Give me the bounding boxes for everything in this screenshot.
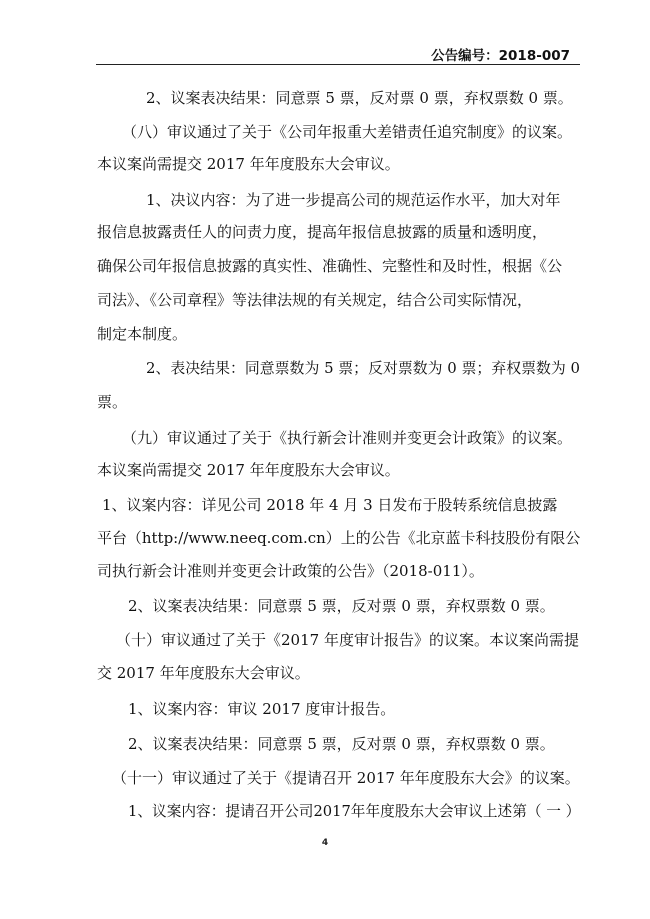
text-line: 1、议案内容：审议 2017 度审计报告。 bbox=[128, 700, 396, 718]
text-line: 本议案尚需提交 2017 年年度股东大会审议。 bbox=[97, 461, 400, 479]
header-rule bbox=[96, 64, 580, 65]
text-line: 司法》、《公司章程》等法律法规的有关规定，结合公司实际情况， bbox=[97, 291, 533, 309]
text-line: 本议案尚需提交 2017 年年度股东大会审议。 bbox=[97, 155, 400, 173]
text-line: 确保公司年报信息披露的真实性、准确性、完整性和及时性，根据《公 bbox=[97, 257, 563, 275]
text-line: 1、决议内容：为了进一步提高公司的规范运作水平，加大对年 bbox=[146, 191, 561, 209]
text-line: 1、议案内容：详见公司 2018 年 4 月 3 日发布于股转系统信息披露 bbox=[102, 496, 558, 514]
text-line: 2、议案表决结果：同意票 5 票，反对票 0 票，弃权票数 0 票。 bbox=[146, 89, 573, 107]
text-line: 2、议案表决结果：同意票 5 票，反对票 0 票，弃权票数 0 票。 bbox=[128, 735, 555, 753]
section-heading: （九）审议通过了关于《执行新会计准则并变更会计政策》的议案。 bbox=[122, 429, 573, 447]
text-line: 报信息披露责任人的问责力度，提高年报信息披露的质量和透明度， bbox=[97, 223, 548, 241]
text-line: 司执行新会计准则并变更会计政策的公告》（2018-011）。 bbox=[97, 562, 484, 580]
page-number: 4 bbox=[321, 838, 329, 848]
section-heading: （八）审议通过了关于《公司年报重大差错责任追究制度》的议案。 bbox=[122, 123, 573, 141]
section-heading: （十）审议通过了关于《2017 年度审计报告》的议案。本议案尚需提 bbox=[116, 631, 579, 649]
text-line: 票。 bbox=[97, 393, 128, 411]
section-heading: （十一）审议通过了关于《提请召开 2017 年年度股东大会》的议案。 bbox=[112, 769, 580, 787]
text-line: 平台（http://www.neeq.com.cn）上的公告《北京蓝卡科技股份有限公 bbox=[97, 529, 581, 547]
text-line: 2、表决结果：同意票数为 5 票；反对票数为 0 票；弃权票数为 0 bbox=[146, 359, 581, 377]
text-line: 制定本制度。 bbox=[97, 325, 188, 343]
announcement-number: 公告编号：2018-007 bbox=[431, 48, 570, 64]
text-line: 交 2017 年年度股东大会审议。 bbox=[97, 664, 310, 682]
text-line: 2、议案表决结果：同意票 5 票，反对票 0 票，弃权票数 0 票。 bbox=[128, 597, 555, 615]
text-line: 1、议案内容：提请召开公司2017年年度股东大会审议上述第（ 一 ） bbox=[128, 802, 581, 820]
